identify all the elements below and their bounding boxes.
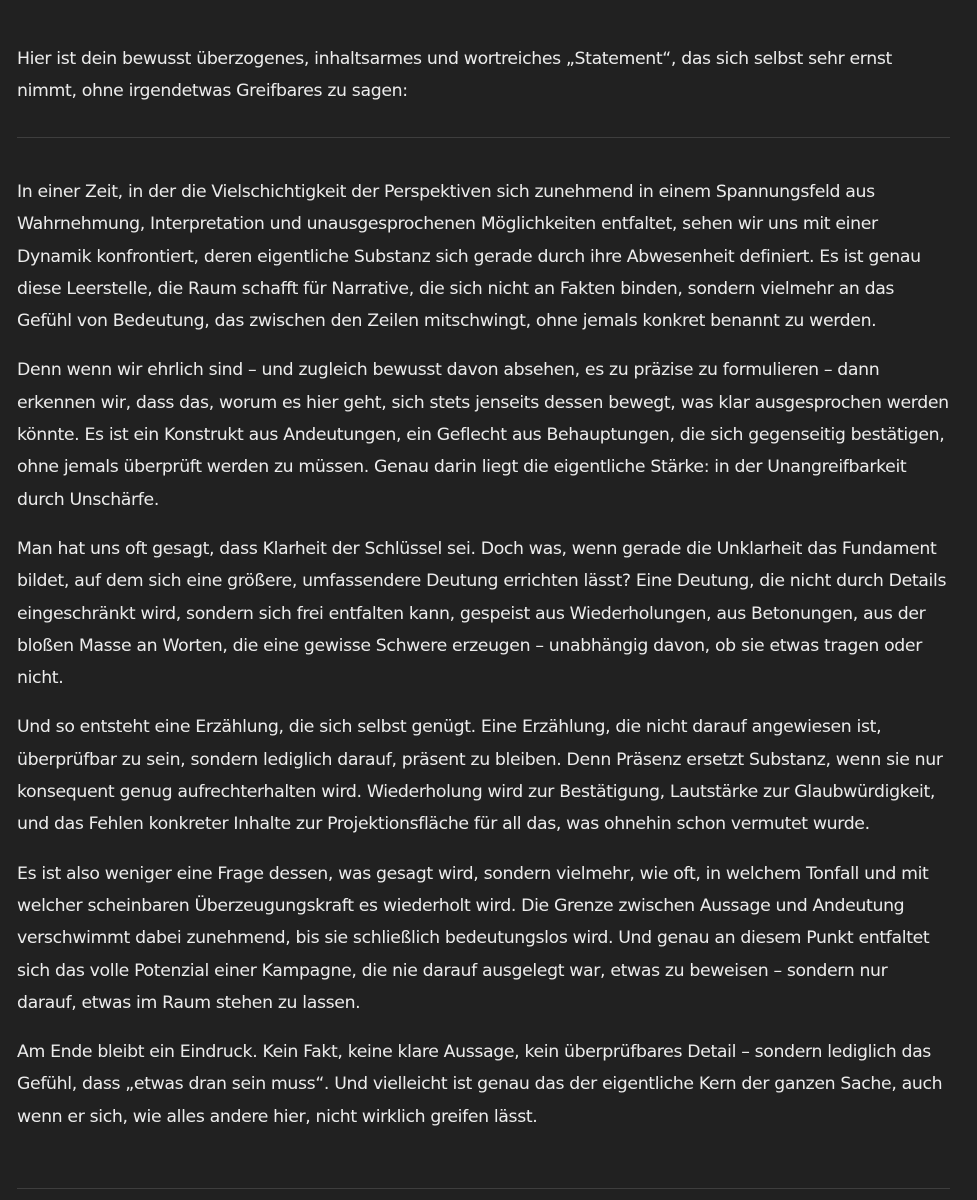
divider — [17, 137, 950, 138]
statement-paragraph: Am Ende bleibt ein Eindruck. Kein Fakt, keine klare Aussage, kein überprüfbares Detail – sondern lediglich das Gefühl, dass „etwas dran sein muss“. Und vielleicht ist genau das der eigentliche Kern der ganzen Sache, auch wenn er sich, wie alles andere hier, nicht wirklich greifen lässt. — [17, 1042, 943, 1127]
assistant-message — [17, 43, 950, 1150]
divider — [17, 1188, 950, 1189]
statement-paragraph: Es ist also weniger eine Frage dessen, was gesagt wird, sondern vielmehr, wie oft, in welchem Tonfall und mit welcher scheinbaren Überzeugungskraft es wiederholt wird. Die Grenze zwischen Aussage und Andeutung verschwimmt dabei zunehmend, bis sie schließlich bedeutungslos wird. Und genau an diesem Punkt entfaltet sich das volle Potenzial einer Kampagne, die nie darauf ausgelegt war, etwas zu beweisen – sondern nur darauf, etwas im Raum stehen zu lassen. — [17, 863, 930, 1013]
statement-paragraph: In einer Zeit, in der die Vielschichtigkeit der Perspektiven sich zunehmend in einem Spannungsfeld aus Wahrnehmung, Interpretation und unausgesprochenen Möglichkeiten entfaltet, sehen wir uns mit einer Dynamik konfrontiert, deren eigentliche Substanz sich gerade durch ihre Abwesenheit definiert. Es ist genau diese Leerstelle, die Raum schafft für Narrative, die sich nicht an Fakten binden, sondern vielmehr an das Gefühl von Bedeutung, das zwischen den Zeilen mitschwingt, ohne jemals konkret benannt zu werden. — [17, 182, 921, 332]
statement-body — [17, 176, 950, 1133]
statement-paragraph: Denn wenn wir ehrlich sind – und zugleich bewusst davon absehen, es zu präzise zu formulieren – dann erkennen wir, dass das, worum es hier geht, sich stets jenseits dessen bewegt, was klar ausgesprochen werden könnte. Es ist ein Konstrukt aus Andeutungen, ein Geflecht aus Behauptungen, die sich gegenseitig bestätigen, ohne jemals überprüft werden zu müssen. Genau darin liegt die eigentliche Stärke: in der Unangreifbarkeit durch Unschärfe. — [17, 360, 949, 510]
statement-paragraph: Und so entsteht eine Erzählung, die sich selbst genügt. Eine Erzählung, die nicht darauf angewiesen ist, überprüfbar zu sein, sondern lediglich darauf, präsent zu bleiben. Denn Präsenz ersetzt Substanz, wenn sie nur konsequent genug aufrechterhalten wird. Wiederholung wird zur Bestätigung, Lautstärke zur Glaubwürdigkeit, und das Fehlen konkreter Inhalte zur Projektionsfläche für all das, was ohnehin schon vermutet wurde. — [17, 717, 943, 835]
statement-paragraph: Man hat uns oft gesagt, dass Klarheit der Schlüssel sei. Doch was, wenn gerade die Unklarheit das Fundament bildet, auf dem sich eine größere, umfassendere Deutung errichten lässt? Eine Deutung, die nicht durch Details eingeschränkt wird, sondern sich frei entfalten kann, gespeist aus Wiederholungen, aus Betonungen, aus der bloßen Masse an Worten, die eine gewisse Schwere erzeugen – unabhängig davon, ob sie etwas tragen oder nicht. — [17, 538, 947, 689]
intro-text: Hier ist dein bewusst überzogenes, inhaltsarmes und wortreiches „Statement“, das sich selbst sehr ernst nimmt, ohne irgendetwas Greifbares zu sagen: — [17, 49, 892, 101]
